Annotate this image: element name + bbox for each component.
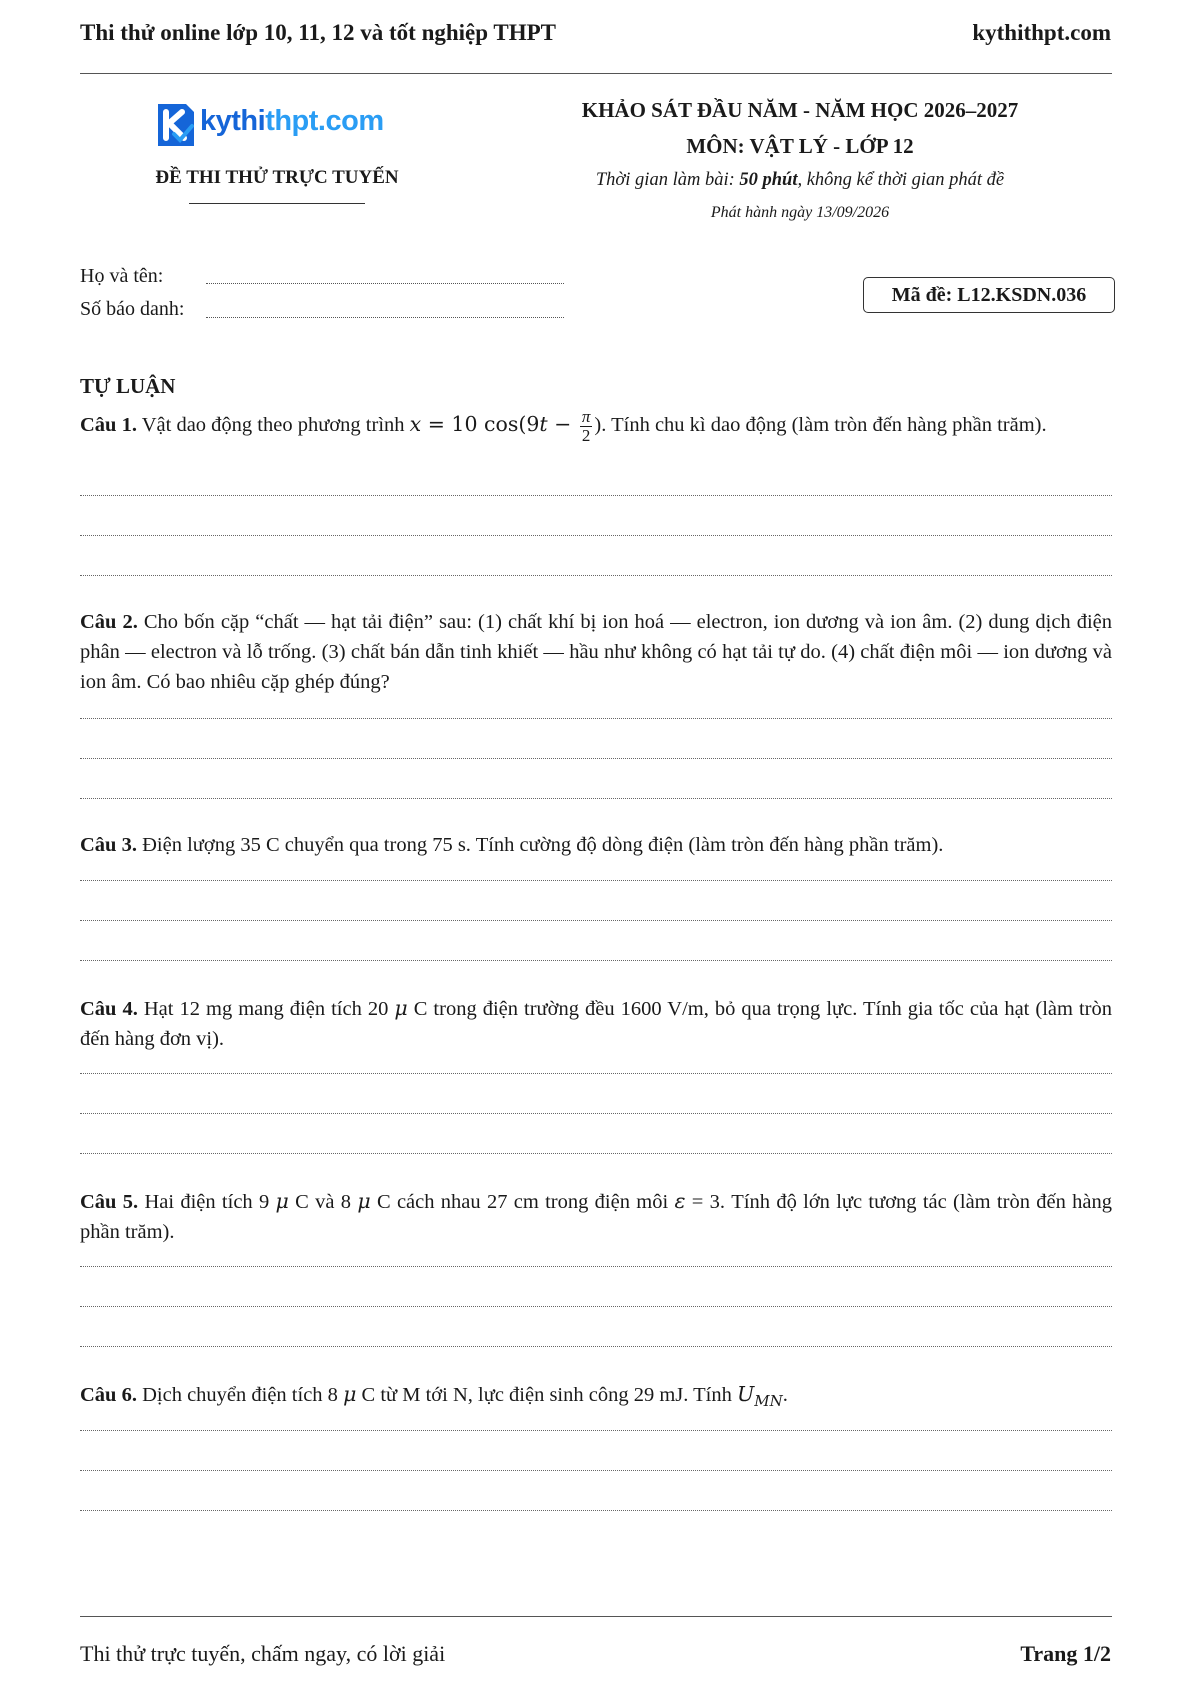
question-5	[80, 1186, 1112, 1247]
logo-wordmark-b: thpt.com	[265, 105, 384, 137]
math-epsilon: ε	[674, 1189, 686, 1213]
question-text: ). Tính chu kì dao động (làm tròn đến hàng phần trăm).	[594, 414, 1047, 437]
math-fraction	[580, 408, 593, 445]
exam-title: KHẢO SÁT ĐẦU NĂM - NĂM HỌC 2026–2027	[581, 98, 1019, 122]
question-number: Câu 4.	[80, 998, 138, 1020]
answer-line[interactable]	[80, 495, 1112, 496]
math-mu: μ	[394, 996, 408, 1020]
math-op: −	[547, 412, 578, 437]
fraction-denominator: 2	[581, 426, 591, 445]
name-field[interactable]	[206, 283, 564, 284]
answer-line[interactable]	[80, 718, 1112, 719]
question-text: C từ M tới N, lực điện sinh công 29 mJ. Tính	[356, 1384, 738, 1406]
question-6	[80, 1379, 1112, 1416]
answer-line[interactable]	[80, 920, 1112, 921]
math-var: x	[409, 412, 422, 437]
question-text: Vật dao động theo phương trình	[136, 414, 410, 437]
candidate-id-field[interactable]	[206, 317, 564, 318]
online-exam-label: ĐỀ THI THỬ TRỰC TUYẾN	[155, 167, 399, 188]
answer-line[interactable]	[80, 1470, 1112, 1471]
logo-wordmark	[200, 105, 384, 138]
online-title-underline	[189, 203, 365, 204]
answer-line[interactable]	[80, 798, 1112, 799]
answer-line[interactable]	[80, 1073, 1112, 1074]
exam-code-box: Mã đề: L12.KSDN.036	[863, 277, 1115, 313]
question-number: Câu 3.	[80, 834, 137, 856]
section-heading: TỰ LUẬN	[80, 374, 176, 398]
answer-line[interactable]	[80, 758, 1112, 759]
answer-line[interactable]	[80, 1113, 1112, 1114]
question-text: Hạt 12 mg mang điện tích 20	[137, 998, 395, 1020]
math-subscript: MN	[754, 1392, 783, 1411]
duration-value: 50 phút	[739, 170, 798, 190]
answer-line[interactable]	[80, 1153, 1112, 1154]
header-site: kythithpt.com	[972, 20, 1111, 45]
question-text: Hai điện tích 9	[138, 1191, 276, 1213]
question-text: C trong điện trường đều 1600 V/m, bỏ qua trọng lực. Tính gia tốc của hạt (làm tròn đến hàng đơn vị).	[80, 998, 1112, 1050]
answer-line[interactable]	[80, 880, 1112, 881]
math-var: t	[539, 412, 548, 437]
math-expr: = 10 cos(9	[421, 412, 540, 437]
fraction-numerator: π	[581, 407, 591, 426]
question-2	[80, 607, 1112, 697]
answer-line[interactable]	[80, 1346, 1112, 1347]
header-title: Thi thử online lớp 10, 11, 12 và tốt nghiệp THPT	[80, 20, 556, 45]
page-number: Trang 1/2	[1020, 1641, 1111, 1666]
question-text: Cho bốn cặp “chất — hạt tải điện” sau: (1) chất khí bị ion hoá — electron, ion dương và ion âm. (2) dung dịch điện phân — electron và lỗ trống. (3) chất bán dẫn tinh khiết — hầu như không có hạt tải tự do. (4) chất điện môi — ion dương và ion âm. Có bao nhiêu cặp ghép đúng?	[80, 611, 1112, 693]
answer-line[interactable]	[80, 1266, 1112, 1267]
math-mu: μ	[357, 1189, 371, 1213]
release-date: Phát hành ngày 13/09/2026	[710, 204, 890, 221]
question-text: = 3. Tính độ lớn lực tương tác (làm tròn đến hàng phần trăm).	[80, 1191, 1112, 1243]
answer-line[interactable]	[80, 960, 1112, 961]
question-text: .	[782, 1384, 788, 1406]
candidate-id-label: Số báo danh:	[80, 298, 185, 320]
footer-tagline: Thi thử trực tuyến, chấm ngay, có lời giải	[80, 1641, 446, 1666]
kythithpt-logo	[152, 100, 402, 154]
question-4	[80, 993, 1112, 1054]
answer-line[interactable]	[80, 1510, 1112, 1511]
answer-line[interactable]	[80, 1306, 1112, 1307]
question-text: Dịch chuyển điện tích 8	[136, 1384, 344, 1406]
question-3	[80, 830, 1112, 860]
answer-line[interactable]	[80, 535, 1112, 536]
question-number: Câu 5.	[80, 1191, 139, 1213]
duration-suffix: , không kể thời gian phát đề	[797, 170, 1005, 190]
question-text: C cách nhau 27 cm trong điện môi	[370, 1191, 675, 1213]
answer-line[interactable]	[80, 575, 1112, 576]
answer-line[interactable]	[80, 1430, 1112, 1431]
name-label: Họ và tên:	[80, 265, 164, 287]
question-text: C và 8	[288, 1191, 358, 1213]
logo-wordmark-a: kythi	[200, 105, 266, 137]
question-text: Điện lượng 35 C chuyển qua trong 75 s. Tính cường độ dòng điện (làm tròn đến hàng phần trăm).	[136, 834, 944, 856]
question-number: Câu 1.	[80, 414, 137, 437]
footer-divider	[80, 1616, 1112, 1617]
logo-mark-icon	[152, 100, 198, 152]
question-1	[80, 408, 1112, 445]
duration-prefix: Thời gian làm bài:	[595, 170, 740, 190]
math-mu: μ	[275, 1189, 289, 1213]
question-number: Câu 6.	[80, 1384, 137, 1406]
exam-subject: MÔN: VẬT LÝ - LỚP 12	[686, 134, 914, 158]
math-var: U	[737, 1382, 755, 1406]
question-number: Câu 2.	[80, 611, 138, 633]
math-mu: μ	[343, 1382, 357, 1406]
header-divider	[80, 73, 1112, 74]
exam-duration	[530, 170, 1070, 191]
